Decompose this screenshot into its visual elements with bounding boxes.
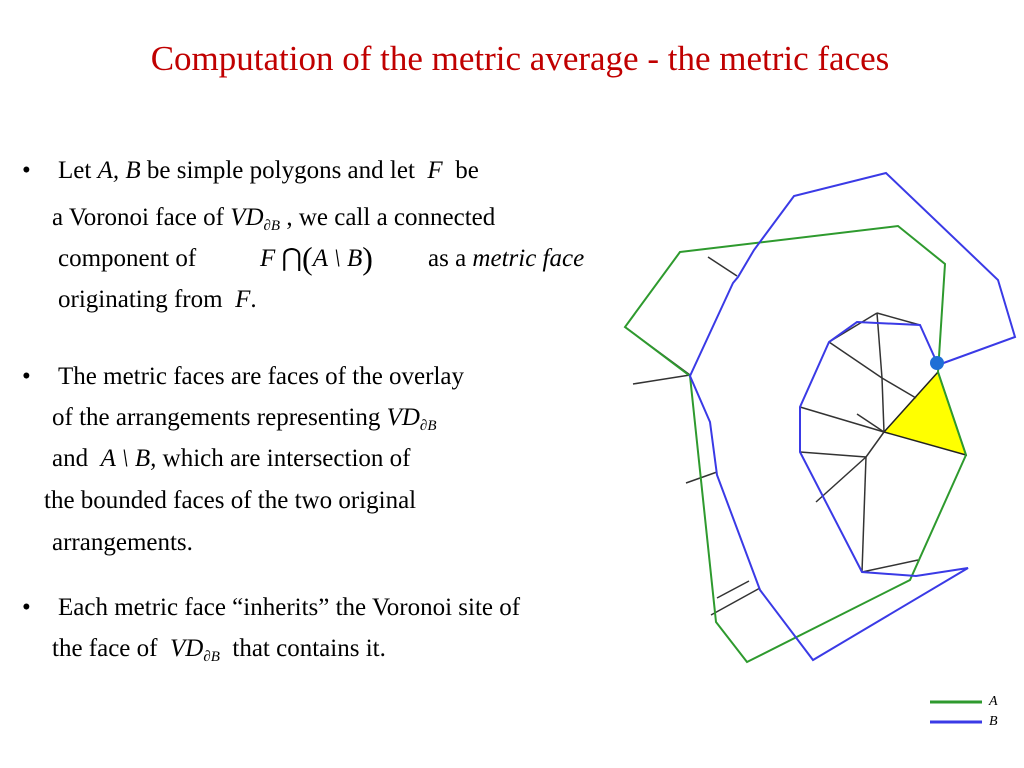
b2-l3-and: and <box>52 445 89 472</box>
bullet-2-line-5: arrangements. <box>52 529 193 556</box>
b1-l4-dot: . <box>250 286 257 313</box>
b3-l2-vd: VD <box>169 635 204 662</box>
b1-ab: A, B <box>97 157 141 184</box>
bullet-2-dot: • <box>22 363 31 390</box>
metric-face-highlight <box>884 372 966 455</box>
b1-l3-pre: component of <box>58 245 197 272</box>
b1-mid: be simple polygons and let <box>146 157 415 184</box>
b3-l2-sub: ∂B <box>203 649 220 665</box>
bullet-2-line-4: the bounded faces of the two original <box>44 487 417 514</box>
b1-l2-sub: ∂B <box>263 218 281 234</box>
b2-l2-vd: VD <box>386 404 420 431</box>
b1-l4-f: F <box>235 286 251 313</box>
polygon-a <box>625 226 966 662</box>
bullet-2-line-1: The metric faces are faces of the overlay <box>58 363 465 390</box>
b1-l2-vd: VD <box>230 204 264 231</box>
b1-l2-post: , we call a connected <box>286 204 496 231</box>
legend-b-label: B <box>989 714 998 729</box>
bullet-3-dot: • <box>22 594 31 621</box>
b1-metric-face: metric face <box>472 245 585 272</box>
formula-lparen: ( <box>302 240 313 276</box>
b1-l4-pre: originating from <box>58 286 223 313</box>
formula-cap: ⋂ <box>281 245 303 272</box>
slide-title-text: Computation of the metric average - the metric faces <box>150 39 890 78</box>
b1-l3-post: as a <box>428 245 467 272</box>
b2-l3-post: which are intersection of <box>162 445 411 472</box>
formula-rparen: ) <box>362 240 373 276</box>
b1-be: be <box>455 157 479 184</box>
b3-l2-pre: the face of <box>52 635 158 662</box>
b2-l2-pre: of the arrangements representing <box>52 404 381 431</box>
b1-let: Let <box>58 157 92 184</box>
b2-l3-ab: A \ B, <box>100 445 157 472</box>
b1-l2-pre: a Voronoi face of <box>52 204 224 231</box>
bullet-1-dot: • <box>22 157 31 184</box>
voronoi-site-dot <box>930 356 944 370</box>
b1-f: F <box>427 157 443 184</box>
legend-a-label: A <box>989 694 998 709</box>
voronoi-edges <box>625 257 920 615</box>
formula-f: F <box>260 245 276 272</box>
formula-inner: A \ B <box>312 245 363 272</box>
b3-l2-post: that contains it. <box>232 635 386 662</box>
b2-l2-sub: ∂B <box>419 418 437 434</box>
bullet-3-line-1: Each metric face “inherits” the Voronoi site of <box>58 594 521 621</box>
